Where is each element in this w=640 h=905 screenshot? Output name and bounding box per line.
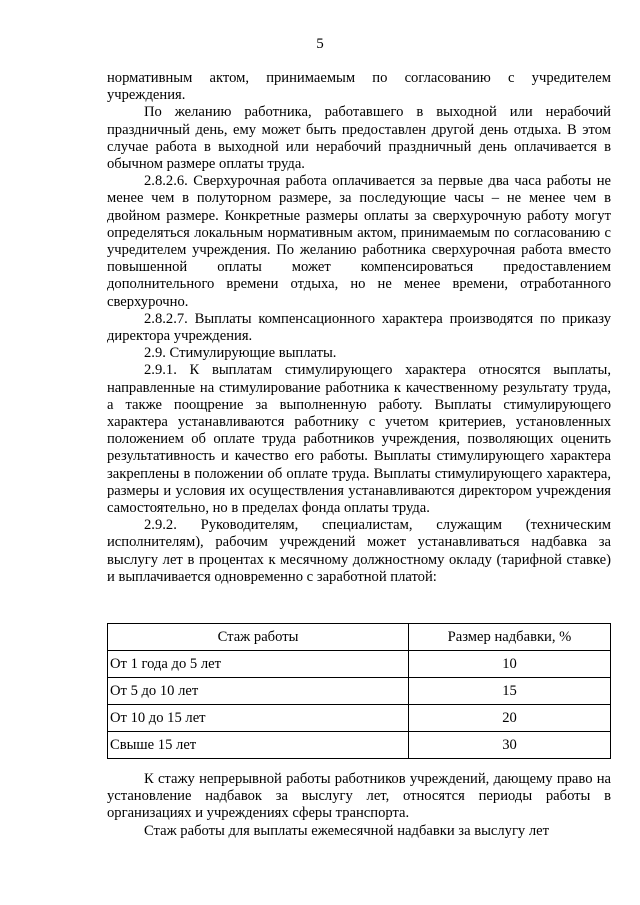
paragraph: По желанию работника, работавшего в выходной или нерабочий праздничный день, ему может быть предоставлен другой день отдыха. В этом случае работа в выходной или нерабочий праздничный день оплачивается в обычном размере оплаты труда. (107, 104, 611, 173)
table-header-cell: Размер надбавки, % (409, 624, 611, 651)
paragraph: Стаж работы для выплаты ежемесячной надбавки за выслугу лет (144, 822, 550, 839)
table-row (108, 651, 611, 678)
section-heading-2-9: 2.9. Стимулирующие выплаты. (144, 345, 337, 362)
table-cell: 30 (409, 732, 611, 759)
table-cell: От 5 до 10 лет (108, 678, 409, 705)
document-body-bottom (107, 771, 611, 840)
table-cell: 20 (409, 705, 611, 732)
paragraph-2-9-2: 2.9.2. Руководителям, специалистам, служащим (техническим исполнителям), рабочим учреждений может устанавливаться надбавка за выслугу лет в процентах к месячному должностному окладу (тарифной ставке) и выплачивается одновременно с заработной платой: (107, 517, 611, 585)
table-cell: 10 (409, 651, 611, 678)
seniority-allowance-table (107, 623, 611, 759)
table-row (108, 678, 611, 705)
table-cell: Свыше 15 лет (108, 732, 409, 759)
page-number: 5 (316, 36, 324, 52)
table-row (108, 732, 611, 759)
paragraph-2-8-2-6: 2.8.2.6. Сверхурочная работа оплачивается за первые два часа работы не менее чем в полуторном размере, за последующие часы – не менее чем в двойном размере. Конкретные размеры оплаты за сверхурочную работу могут определяться локальным нормативным актом, принимаемым по согласованию с учредителем учреждения. По желанию работника сверхурочная работа вместо повышенной оплаты может компенсироваться предоставлением дополнительного времени отдыха, но не менее времени, отработанного сверхурочно. (107, 173, 611, 310)
document-body-top (107, 70, 611, 586)
paragraph: К стажу непрерывной работы работников учреждений, дающему право на установление надбавок за выслугу лет, относятся периоды работы в организациях и учреждениях сферы транспорта. (107, 771, 611, 822)
paragraph-2-9-1: 2.9.1. К выплатам стимулирующего характера относятся выплаты, направленные на стимулирование работника к качественному результату труда, а также поощрение за выполненную работу. Выплаты стимулирующего характера устанавливаются работнику с учетом критериев, установленных положением об оплате труда работников учреждения, позволяющих оценить результативность и качество его работы. Выплаты стимулирующего характера закреплены в положении об оплате труда. Выплаты стимулирующего характера, размеры и условия их осуществления устанавливаются директором учреждения самостоятельно, но в пределах фонда оплаты труда. (107, 362, 611, 517)
paragraph-2-8-2-7: 2.8.2.7. Выплаты компенсационного характера производятся по приказу директора учреждения. (107, 310, 611, 345)
table-cell: От 10 до 15 лет (108, 705, 409, 732)
table-header-cell: Стаж работы (108, 624, 409, 651)
table-row (108, 705, 611, 732)
table-cell: От 1 года до 5 лет (108, 651, 409, 678)
paragraph: нормативным актом, принимаемым по согласованию с учредителем учреждения. (107, 70, 611, 104)
table-header-row (108, 624, 611, 651)
table-cell: 15 (409, 678, 611, 705)
